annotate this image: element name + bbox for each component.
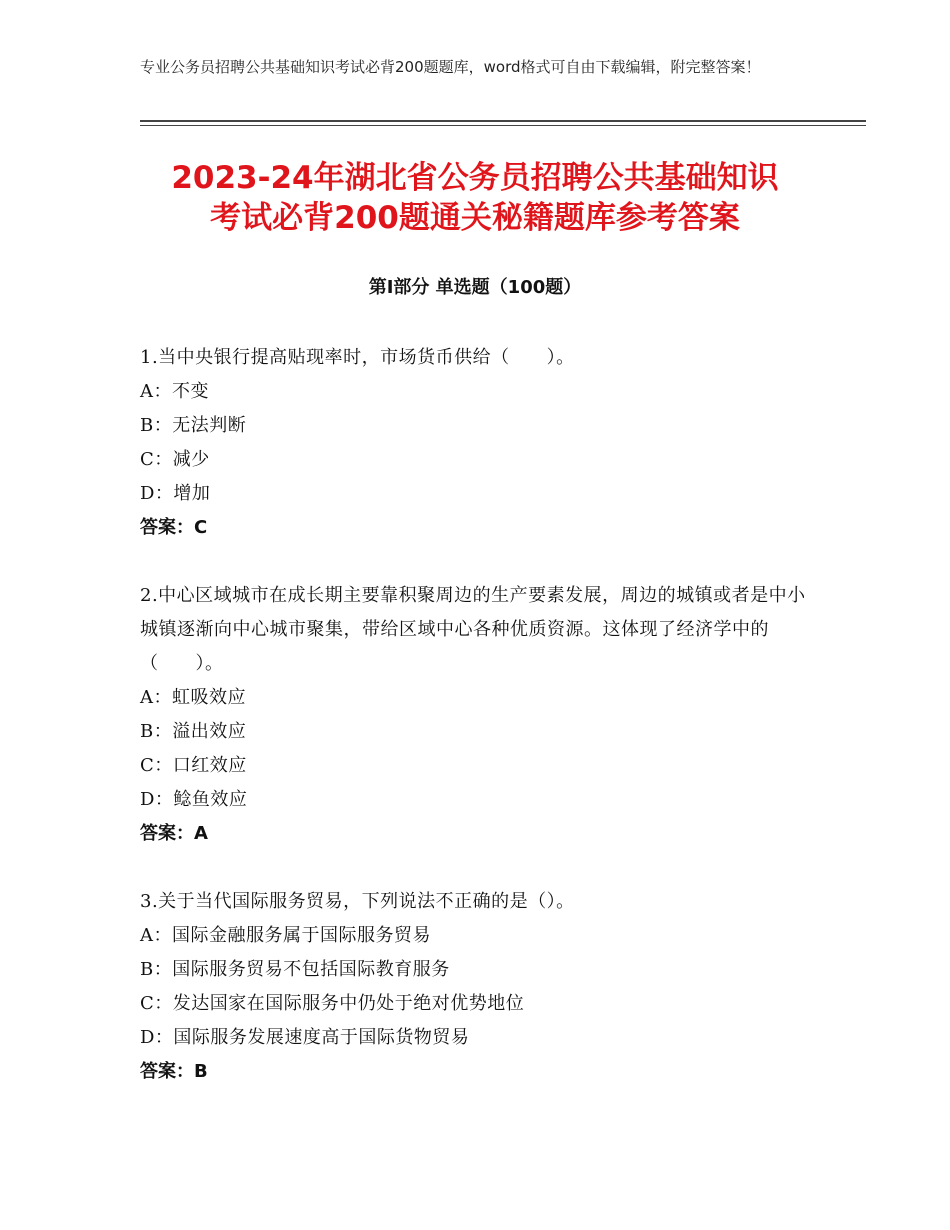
header-rule-thick (140, 120, 866, 122)
question-stem: 2.中心区域城市在成长期主要靠积聚周边的生产要素发展，周边的城镇或者是中小城镇逐渐向中心城市聚集，带给区域中心各种优质资源。这体现了经济学中的（ ）。 (140, 585, 806, 674)
question-3 (140, 885, 820, 1089)
option-b: B：国际服务贸易不包括国际教育服务 (140, 959, 450, 980)
question-stem: 1.当中央银行提高贴现率时，市场货币供给（ ）。 (140, 347, 575, 368)
option-a: A：不变 (140, 381, 209, 402)
question-2 (140, 579, 820, 851)
option-c: C：减少 (140, 449, 210, 470)
option-b: B：溢出效应 (140, 721, 247, 742)
answer: 答案：A (140, 823, 208, 844)
option-c: C：发达国家在国际服务中仍处于绝对优势地位 (140, 993, 525, 1014)
document-title (100, 158, 850, 238)
answer: 答案：B (140, 1061, 208, 1082)
option-d: D：鲶鱼效应 (140, 789, 248, 810)
header-rule-thin (140, 125, 866, 126)
answer: 答案：C (140, 517, 208, 538)
option-a: A：虹吸效应 (140, 687, 246, 708)
header-note: 专业公务员招聘公共基础知识考试必背200题题库，word格式可自由下载编辑，附完整答案！ (140, 58, 761, 76)
section-heading: 第Ⅰ部分 单选题（100题） (368, 277, 582, 298)
document-title-line-2: 考试必背200题通关秘籍题库参考答案 (210, 200, 740, 236)
option-d: D：国际服务发展速度高于国际货物贸易 (140, 1027, 470, 1048)
option-a: A：国际金融服务属于国际服务贸易 (140, 925, 431, 946)
document-title-line-1: 2023-24年湖北省公务员招聘公共基础知识 (171, 160, 779, 196)
question-1 (140, 341, 820, 545)
option-c: C：口红效应 (140, 755, 247, 776)
option-b: B：无法判断 (140, 415, 247, 436)
option-d: D：增加 (140, 483, 211, 504)
question-stem: 3.关于当代国际服务贸易，下列说法不正确的是（）。 (140, 891, 575, 912)
question-list (140, 341, 820, 1123)
